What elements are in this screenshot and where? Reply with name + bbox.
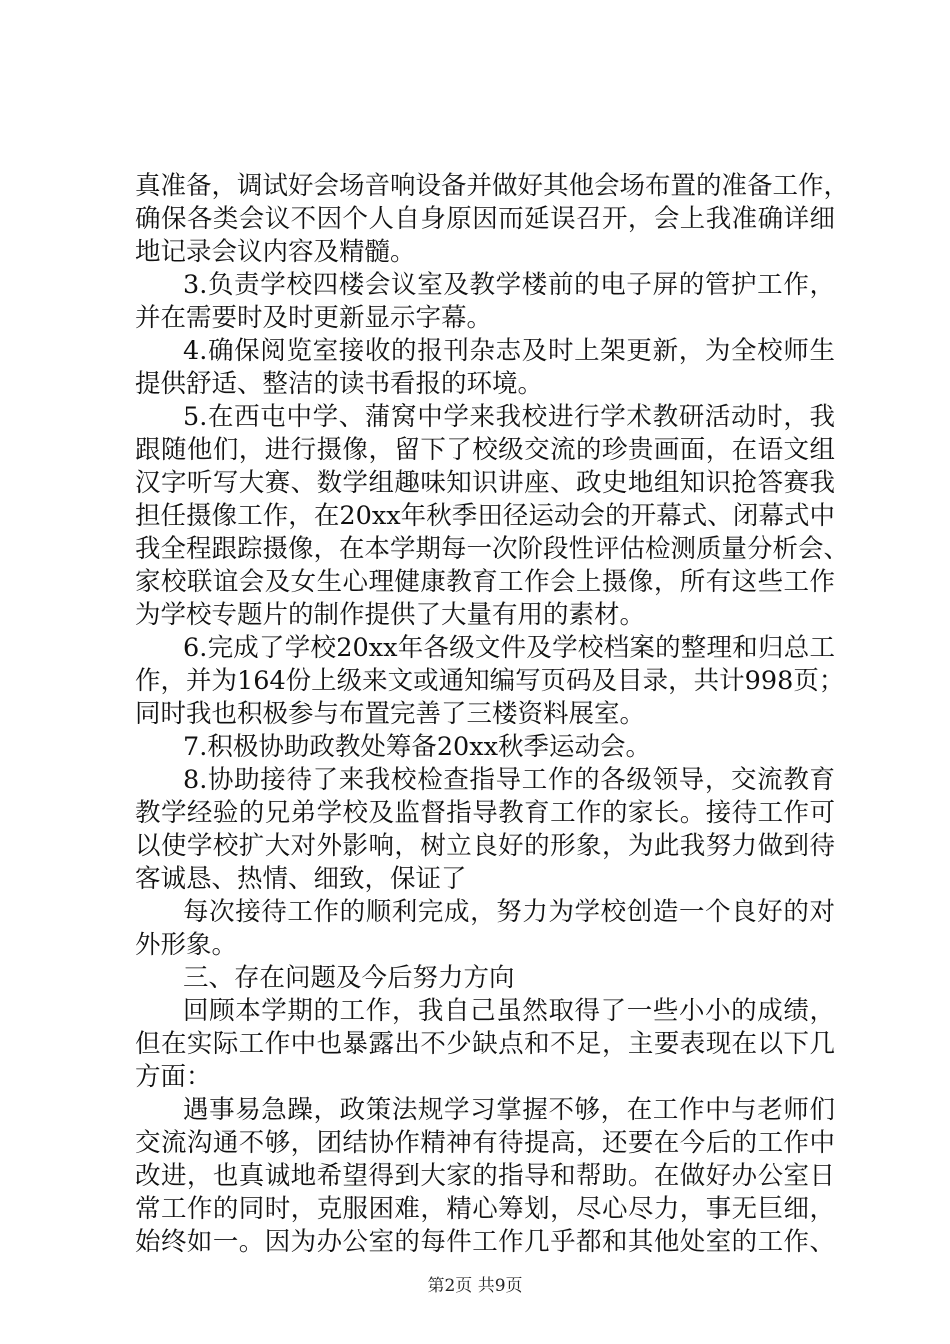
text-line: 回顾本学期的工作，我自己虽然取得了一些小小的成绩，: [183, 996, 835, 1026]
text-line: 交流沟通不够，团结协作精神有待提高，还要在今后的工作中: [135, 1128, 835, 1158]
text-line: 常工作的同时，克服困难，精心筹划，尽心尽力，事无巨细，: [135, 1194, 835, 1224]
page-footer: 第2页 共9页: [427, 1276, 523, 1296]
text-line: 为学校专题片的制作提供了大量有用的素材。: [135, 600, 646, 630]
text-line: 始终如一。因为办公室的每件工作几乎都和其他处室的工作、: [135, 1227, 835, 1257]
text-line: 改进，也真诚地希望得到大家的指导和帮助。在做好办公室日: [135, 1161, 835, 1191]
text-line: 3.负责学校四楼会议室及教学楼前的电子屏的管护工作，: [183, 270, 835, 300]
text-line: 真准备，调试好会场音响设备并做好其他会场布置的准备工作，: [135, 171, 850, 201]
text-line: 确保各类会议不因个人自身原因而延误召开，会上我准确详细: [135, 204, 835, 234]
text-line: 外形象。: [135, 930, 238, 960]
text-line: 4.确保阅览室接收的报刊杂志及时上架更新，为全校师生: [183, 336, 835, 366]
text-line: 教学经验的兄弟学校及监督指导教育工作的家长。接待工作可: [135, 798, 835, 828]
document-body: [135, 170, 850, 1259]
text-line: 5.在西屯中学、蒲窝中学来我校进行学术教研活动时，我: [183, 402, 835, 432]
text-line: 担任摄像工作，在20xx年秋季田径运动会的开幕式、闭幕式中: [135, 501, 835, 531]
text-line: 提供舒适、整洁的读书看报的环境。: [135, 369, 544, 399]
text-line: 以使学校扩大对外影响，树立良好的形象，为此我努力做到待: [135, 831, 835, 861]
text-line: 但在实际工作中也暴露出不少缺点和不足，主要表现在以下几: [135, 1029, 835, 1059]
text-line: 7.积极协助政教处筹备20xx秋季运动会。: [183, 732, 652, 762]
text-line: 三、存在问题及今后努力方向: [183, 963, 515, 993]
text-line: 方面：: [135, 1062, 212, 1092]
text-line: 并在需要时及时更新显示字幕。: [135, 303, 493, 333]
text-line: 同时我也积极参与布置完善了三楼资料展室。: [135, 699, 646, 729]
text-line: 6.完成了学校20xx年各级文件及学校档案的整理和归总工: [183, 633, 835, 663]
text-line: 每次接待工作的顺利完成，努力为学校创造一个良好的对: [183, 897, 835, 927]
text-line: 8.协助接待了来我校检查指导工作的各级领导，交流教育: [183, 765, 835, 795]
text-line: 我全程跟踪摄像，在本学期每一次阶段性评估检测质量分析会、: [135, 534, 850, 564]
text-line: 地记录会议内容及精髓。: [135, 237, 416, 267]
text-line: 遇事易急躁，政策法规学习掌握不够，在工作中与老师们: [183, 1095, 835, 1125]
text-line: 家校联谊会及女生心理健康教育工作会上摄像，所有这些工作: [135, 567, 835, 597]
text-line: 作，并为164份上级来文或通知编写页码及目录，共计998页；: [135, 666, 845, 696]
text-line: 客诚恳、热情、细致，保证了: [135, 864, 467, 894]
text-line: 汉字听写大赛、数学组趣味知识讲座、政史地组知识抢答赛我: [135, 468, 835, 498]
text-line: 跟随他们，进行摄像，留下了校级交流的珍贵画面，在语文组: [135, 435, 835, 465]
